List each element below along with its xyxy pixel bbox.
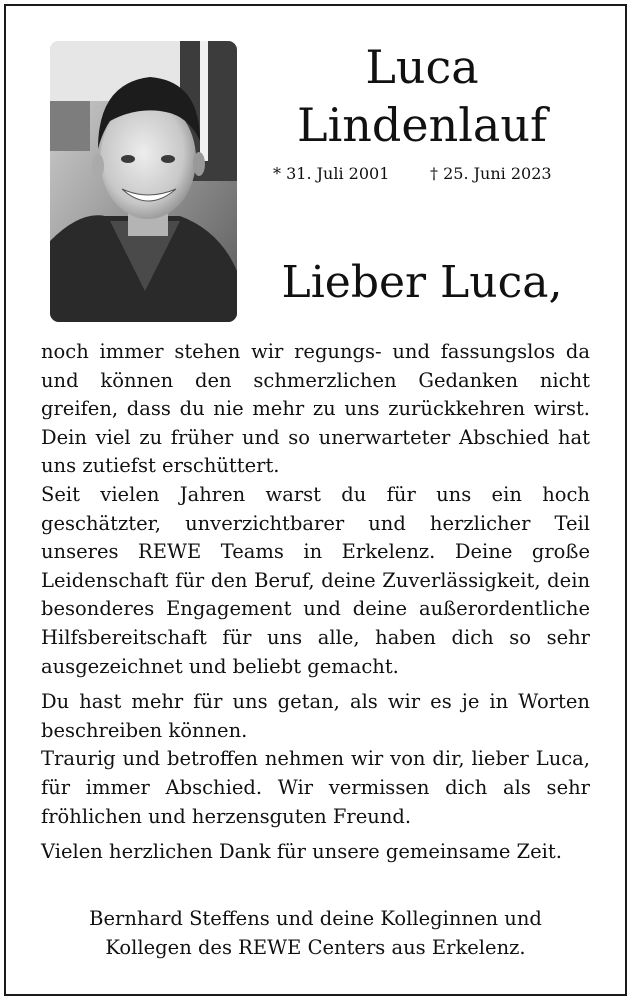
death-date: † 25. Juni 2023 [430,164,552,183]
portrait-photo [50,41,237,322]
birth-date: * 31. Juli 2001 [273,164,390,183]
deceased-first-name: Luca [365,40,479,94]
paragraph-2: Seit vielen Jahren warst du für uns ein hoch geschätzter, unverzichtbarer und herzlicher Teil unseres REWE Teams in Erkelenz. Deine große Leidenschaft für den Beruf, deine Zuverlässigkeit, dein besonderes Engagement und deine außerordentliche Hilfsbereitschaft für uns alle, haben dich so sehr ausgezeichnet und beliebt gemacht. [41,482,590,678]
signature-line-2: Kollegen des REWE Centers aus Erkelenz. [105,935,526,959]
paragraph-4: Traurig und betroffen nehmen wir von dir, lieber Luca, für immer Abschied. Wir vermissen dich als sehr fröhlichen und herzensguten Freund. [41,747,590,828]
signature [41,905,590,962]
greeting: Lieber Luca, [281,257,563,308]
paragraph-3: Du hast mehr für uns getan, als wir es je in Worten beschreiben können. [41,690,590,742]
deceased-last-name: Lindenlauf [297,98,547,152]
paragraph-5: Vielen herzlichen Dank für unsere gemeinsame Zeit. [41,840,562,864]
paragraph-1: noch immer stehen wir regungs- und fassungslos da und können den schmerzlichen Gedanken nicht greifen, dass du nie mehr zu uns zurückkehren wirst. Dein viel zu früher und so unerwarteter Abschied hat uns zutiefst erschüttert. [41,340,590,478]
signature-line-1: Bernhard Steffens und deine Kolleginnen und [89,907,542,930]
obituary-text [41,338,590,867]
